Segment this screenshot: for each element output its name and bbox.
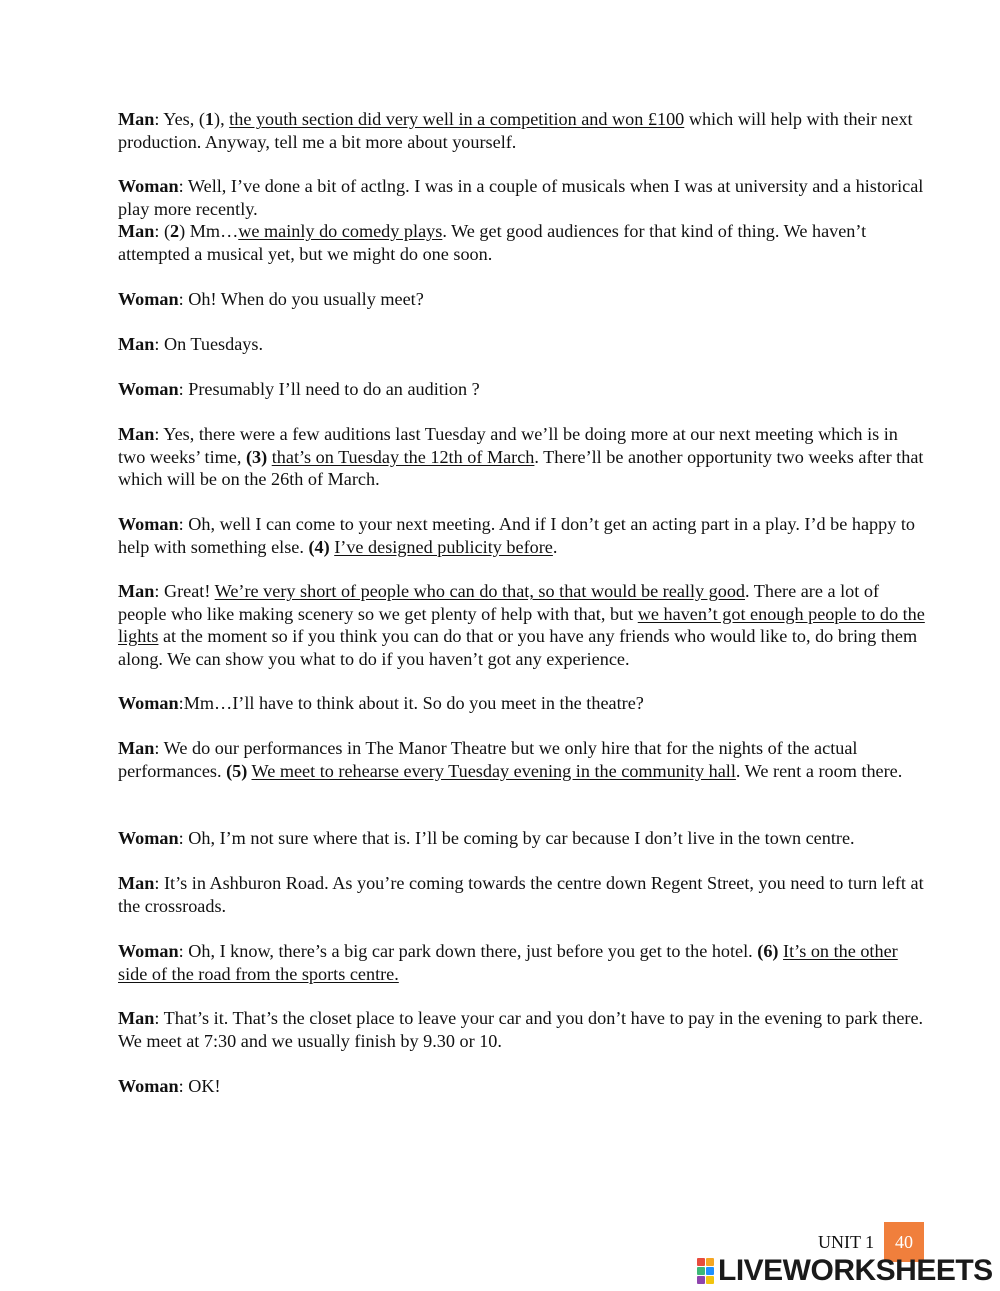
question-number: (5) xyxy=(226,760,248,781)
dialogue-text: at the moment so if you think you can do that or you have any friends who would like to, do bring them along. We can show you what to do if you haven’t got any experience. xyxy=(118,626,918,669)
speaker-label: Woman xyxy=(118,693,179,713)
dialogue-text: . We get good audiences for that kind of thing. We haven’t attempted a musical yet, but we might do one soon. xyxy=(118,221,867,264)
dialogue-line xyxy=(118,220,928,265)
question-number: (6) xyxy=(757,941,779,961)
speaker-label: Man xyxy=(118,1008,155,1028)
speaker-label: Woman xyxy=(118,514,179,534)
speaker-label: Man xyxy=(118,738,155,758)
speaker-label: Man xyxy=(118,221,155,241)
dialogue-text: : On Tuesdays. xyxy=(154,334,264,354)
dialogue-line xyxy=(118,175,928,220)
question-number: (4) xyxy=(308,536,330,557)
speaker-label: Woman xyxy=(118,828,179,848)
dialogue-line xyxy=(118,1007,928,1052)
dialogue-text: :Mm…I’ll have to think about it. So do you meet in the theatre? xyxy=(178,693,644,713)
speaker-label: Woman xyxy=(118,1076,179,1096)
dialogue-text: : Oh! When do you usually meet? xyxy=(178,289,424,309)
dialogue-text: which will help with their next production. Anyway, tell me a bit more about yourself. xyxy=(118,109,913,152)
dialogue-text: ), xyxy=(214,109,230,129)
logo-mark-square xyxy=(697,1267,705,1275)
speaker-label: Woman xyxy=(118,176,179,196)
logo-mark-square xyxy=(706,1267,714,1275)
unit-label: UNIT 1 xyxy=(818,1232,875,1252)
dialogue-text: : OK! xyxy=(178,1076,221,1096)
dialogue-text: . xyxy=(552,536,558,557)
speaker-label: Woman xyxy=(118,941,179,961)
liveworksheets-logo-mark xyxy=(697,1258,714,1284)
speaker-label: Woman xyxy=(118,289,179,309)
dialogue-line xyxy=(118,108,928,153)
logo-mark-square xyxy=(706,1276,714,1284)
dialogue-text: : Great! xyxy=(154,581,215,601)
dialogue-text: : Oh, well I can come to your next meeting. And if I don’t get an acting part in a play. I’d be happy to help with something else. xyxy=(118,514,916,557)
liveworksheets-wordmark: LIVEWORKSHEETS xyxy=(718,1254,993,1287)
underlined-answer: We meet to rehearse every Tuesday evening in the community hall xyxy=(251,760,736,781)
dialogue-text: : We do our performances in The Manor Theatre but we only hire that for the nights of the actual performances. xyxy=(118,738,858,781)
dialogue-text: ) Mm… xyxy=(179,221,239,241)
dialogue-line xyxy=(118,940,928,985)
dialogue-text: . There are a lot of people who like making scenery so we get plenty of help with that, but xyxy=(118,581,879,624)
underlined-answer: We’re very short of people who can do that, so that would be really good xyxy=(214,581,746,601)
dialogue-text: . We rent a room there. xyxy=(735,760,903,781)
underlined-answer: that’s on Tuesday the 12th of March xyxy=(271,446,535,467)
dialogue-line xyxy=(118,827,928,850)
dialogue-line xyxy=(118,580,928,670)
underlined-answer: the youth section did very well in a competition and won £100 xyxy=(229,109,685,129)
dialogue-line xyxy=(118,692,928,715)
dialogue-line xyxy=(118,1075,928,1098)
dialogue-line xyxy=(118,288,928,311)
dialogue-text: : Oh, I’m not sure where that is. I’ll be coming by car because I don’t live in the town centre. xyxy=(178,828,855,848)
dialogue-text: : Presumably I’ll need to do an audition ? xyxy=(178,379,480,399)
liveworksheets-logo xyxy=(697,1255,993,1287)
underlined-answer: It’s on the other side of the road from the sports centre. xyxy=(118,941,898,984)
speaker-label: Woman xyxy=(118,379,179,399)
dialogue-text: : It’s in Ashburon Road. As you’re coming towards the centre down Regent Street, you need to turn left at the crossroads. xyxy=(118,873,924,916)
underlined-answer: we haven’t got enough people to do the lights xyxy=(118,603,925,646)
question-number: (3) xyxy=(245,446,268,467)
dialogue-text: : Well, I’ve done a bit of actlng. I was in a couple of musicals when I was at university and a historical play more recently. xyxy=(118,176,924,219)
page-number-badge: 40 xyxy=(884,1222,924,1262)
speaker-label: Man xyxy=(118,424,155,444)
underlined-answer: we mainly do comedy plays xyxy=(238,221,443,241)
dialogue-text: : Oh, I know, there’s a big car park down there, just before you get to the hotel. xyxy=(178,941,758,961)
dialogue-line xyxy=(118,872,928,917)
dialogue-line xyxy=(118,423,928,491)
dialogue-text: : Yes, ( xyxy=(154,109,205,129)
dialogue-line xyxy=(118,513,928,558)
speaker-label: Man xyxy=(118,581,155,601)
speaker-label: Man xyxy=(118,109,155,129)
dialogue-line xyxy=(118,378,928,401)
logo-mark-square xyxy=(706,1258,714,1266)
dialogue-line xyxy=(118,333,928,356)
underlined-answer: I’ve designed publicity before xyxy=(334,536,553,557)
logo-mark-square xyxy=(697,1276,705,1284)
speaker-label: Man xyxy=(118,873,155,893)
dialogue-line xyxy=(118,737,928,782)
question-number: 2 xyxy=(170,221,180,241)
speaker-label: Man xyxy=(118,334,155,354)
dialogue-text: : Yes, there were a few auditions last Tuesday and we’ll be doing more at our next meeting which is in two weeks’ time, xyxy=(118,424,898,467)
logo-mark-square xyxy=(697,1258,705,1266)
question-number: 1 xyxy=(204,109,215,129)
dialogue-text: : That’s it. That’s the closet place to leave your car and you don’t have to pay in the evening to park there. We meet at 7:30 and we usually finish by 9.30 or 10. xyxy=(118,1008,924,1051)
dialogue-text: . There’ll be another opportunity two weeks after that which will be on the 26th of March. xyxy=(118,446,924,489)
dialogue-text: : ( xyxy=(154,221,171,241)
